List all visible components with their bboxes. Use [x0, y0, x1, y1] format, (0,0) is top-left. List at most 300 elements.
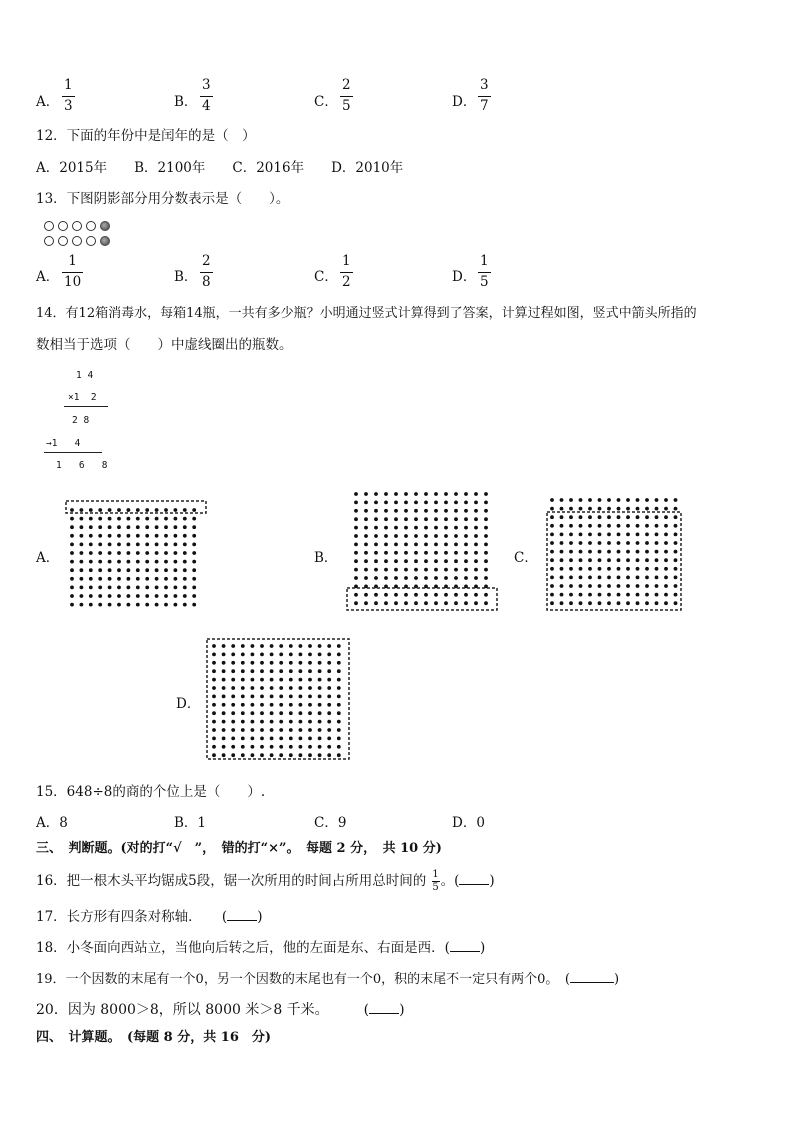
dot [318, 669, 322, 673]
dot [136, 551, 140, 555]
dot [617, 507, 621, 511]
dot [414, 601, 418, 605]
dot [579, 498, 583, 502]
dot [579, 584, 583, 588]
dot [98, 586, 102, 590]
dot [299, 661, 303, 665]
dot [454, 543, 458, 547]
dot [394, 517, 398, 521]
dot [664, 541, 668, 545]
dot [384, 568, 388, 572]
dot [655, 507, 659, 511]
dot [164, 508, 168, 512]
dot [645, 541, 649, 545]
dot [212, 720, 216, 724]
dot [394, 534, 398, 538]
dot [560, 558, 564, 562]
dot [127, 517, 131, 521]
dot [645, 533, 649, 537]
dot [645, 601, 649, 605]
dot [155, 525, 159, 529]
dot [617, 550, 621, 554]
dot [550, 584, 554, 588]
dot [183, 551, 187, 555]
dot [569, 533, 573, 537]
q11-option-a-letter: A． [36, 94, 60, 110]
dot [655, 576, 659, 580]
q16-answer-blank[interactable] [459, 884, 489, 885]
dot [299, 728, 303, 732]
q17-answer-blank[interactable] [227, 920, 257, 921]
q19-text: 19．一个因数的末尾有一个0，另一个因数的末尾也有一个0，积的末尾不一定只有两个0。 ( [36, 972, 570, 987]
dot [222, 745, 226, 749]
q19-answer-blank[interactable] [570, 982, 614, 983]
dot [117, 534, 121, 538]
dot [231, 644, 235, 648]
dot [655, 567, 659, 571]
dot [664, 533, 668, 537]
q11-option-b-fraction: 3 4 [202, 77, 211, 114]
dot [155, 577, 159, 581]
dot [212, 728, 216, 732]
dot [127, 508, 131, 512]
dot [117, 568, 121, 572]
dot [108, 603, 112, 607]
dot [560, 524, 564, 528]
dot [289, 653, 293, 657]
dot [394, 543, 398, 547]
dot [626, 567, 630, 571]
dot [337, 711, 341, 715]
dot [354, 526, 358, 530]
dot [337, 753, 341, 757]
dot [289, 728, 293, 732]
dot [394, 501, 398, 505]
dot [626, 515, 630, 519]
dot [626, 584, 630, 588]
dot [127, 534, 131, 538]
dot [579, 550, 583, 554]
dot [192, 508, 196, 512]
q13-stem: 13．下图阴影部分用分数表示是（ ）。 [36, 191, 290, 207]
dot [607, 507, 611, 511]
dot [674, 498, 678, 502]
dot [424, 601, 428, 605]
dot [454, 526, 458, 530]
dot [464, 543, 468, 547]
dot [231, 695, 235, 699]
vertical-row: ×1 2 [68, 392, 97, 403]
dot [212, 644, 216, 648]
dot [384, 517, 388, 521]
dot [607, 558, 611, 562]
dot [464, 534, 468, 538]
dot [674, 507, 678, 511]
dot [174, 525, 178, 529]
dot [183, 534, 187, 538]
dot [384, 601, 388, 605]
dot [318, 737, 322, 741]
dot [434, 534, 438, 538]
dot [155, 517, 159, 521]
dot [444, 509, 448, 513]
dot [183, 560, 187, 564]
dot [145, 534, 149, 538]
dot [241, 728, 245, 732]
dot [222, 720, 226, 724]
dot [308, 737, 312, 741]
dot [374, 534, 378, 538]
dot [117, 594, 121, 598]
dot [222, 728, 226, 732]
dot [617, 533, 621, 537]
dot [241, 686, 245, 690]
dot [579, 507, 583, 511]
q16-text: 16．把一根木头平均锯成5段，锯一次所用的时间占所用总时间的 [36, 873, 427, 889]
dot [183, 543, 187, 547]
dot [89, 586, 93, 590]
dot [212, 753, 216, 757]
dot [164, 568, 168, 572]
dot [89, 577, 93, 581]
dot [327, 661, 331, 665]
dot [192, 517, 196, 521]
dot [579, 601, 583, 605]
dot [270, 653, 274, 657]
q17-line [36, 905, 262, 925]
dot [308, 703, 312, 707]
q16-open-paren: 。( [440, 873, 460, 889]
dot [260, 728, 264, 732]
option-value: 8 [59, 815, 68, 831]
dot [279, 745, 283, 749]
dot [308, 686, 312, 690]
dot [155, 508, 159, 512]
dot [251, 669, 255, 673]
dot [299, 737, 303, 741]
option-letter: C． [314, 815, 338, 831]
dot [474, 534, 478, 538]
dot [394, 551, 398, 555]
dot [569, 558, 573, 562]
dot [127, 586, 131, 590]
dot [588, 567, 592, 571]
shaded-circle [100, 221, 110, 231]
dot [70, 508, 74, 512]
q14-option-a-label: A． [36, 550, 60, 566]
dot [484, 576, 488, 580]
dot [636, 515, 640, 519]
dot [655, 515, 659, 519]
dot [98, 543, 102, 547]
dot [607, 524, 611, 528]
dot [645, 498, 649, 502]
q12-stem: 12．下面的年份中是闰年的是（ ） [36, 128, 256, 144]
dot [655, 498, 659, 502]
circle [72, 221, 82, 231]
dot [444, 559, 448, 563]
vertical-rule [64, 406, 108, 407]
dot [374, 601, 378, 605]
q11-option-d-letter: D． [452, 94, 477, 110]
dot [655, 593, 659, 597]
dot [434, 551, 438, 555]
dot [664, 507, 668, 511]
dot [241, 669, 245, 673]
q18-close-paren: ) [479, 940, 486, 956]
dot [414, 534, 418, 538]
dot [617, 567, 621, 571]
circle [58, 221, 68, 231]
dot [117, 517, 121, 521]
dot [98, 577, 102, 581]
dot [241, 678, 245, 682]
dot [308, 653, 312, 657]
dot [626, 601, 630, 605]
dot [674, 515, 678, 519]
q20-answer-blank[interactable] [369, 1013, 399, 1014]
dot [354, 601, 358, 605]
dot [251, 695, 255, 699]
dot [308, 678, 312, 682]
q14-option-d-label: D． [176, 696, 201, 712]
dot [279, 728, 283, 732]
dot [674, 576, 678, 580]
dot [664, 524, 668, 528]
q15-option-a [36, 811, 68, 831]
dot [136, 534, 140, 538]
dot [454, 517, 458, 521]
dot [664, 567, 668, 571]
dot [337, 695, 341, 699]
dot [364, 568, 368, 572]
dot [145, 525, 149, 529]
dot [474, 517, 478, 521]
dot [444, 501, 448, 505]
dot [474, 501, 478, 505]
dot [444, 534, 448, 538]
dot [579, 541, 583, 545]
dot [270, 703, 274, 707]
dot [464, 576, 468, 580]
dot [374, 551, 378, 555]
dot [192, 525, 196, 529]
dot [550, 498, 554, 502]
vertical-row: 1 4 [76, 370, 94, 381]
dot [588, 601, 592, 605]
dot [607, 593, 611, 597]
dot [414, 551, 418, 555]
dot [70, 594, 74, 598]
dot [117, 586, 121, 590]
dot [108, 560, 112, 564]
dot [145, 543, 149, 547]
q13-option-d-letter: D． [452, 269, 477, 285]
dot [174, 508, 178, 512]
dot [424, 501, 428, 505]
dot [318, 661, 322, 665]
dot [337, 653, 341, 657]
dot [98, 603, 102, 607]
dot [636, 567, 640, 571]
q14-option-b-label: B． [314, 550, 338, 566]
dot [136, 517, 140, 521]
dot [127, 603, 131, 607]
dot [308, 720, 312, 724]
q20-line [36, 999, 405, 1019]
vertical-row-arrow: →1 4 [46, 438, 81, 449]
dot [183, 517, 187, 521]
dot [136, 577, 140, 581]
dot [337, 661, 341, 665]
dot [588, 584, 592, 588]
dot [145, 603, 149, 607]
dot [414, 543, 418, 547]
dot [607, 533, 611, 537]
dot [598, 567, 602, 571]
dot [183, 508, 187, 512]
dot [80, 586, 84, 590]
dot [454, 501, 458, 505]
dot [318, 745, 322, 749]
dot [127, 551, 131, 555]
dot [617, 584, 621, 588]
dot [414, 576, 418, 580]
dot [626, 507, 630, 511]
dot [617, 558, 621, 562]
dot [424, 551, 428, 555]
dot [251, 678, 255, 682]
dot [636, 541, 640, 545]
dot [484, 568, 488, 572]
dot [454, 576, 458, 580]
dot [318, 753, 322, 757]
circle [86, 221, 96, 231]
dot [89, 603, 93, 607]
dot [598, 576, 602, 580]
option-value: 9 [337, 815, 347, 831]
dot [117, 577, 121, 581]
dot [183, 568, 187, 572]
dot [588, 550, 592, 554]
dot [394, 576, 398, 580]
q13-option-d-fraction: 1 5 [480, 253, 489, 290]
dot [98, 594, 102, 598]
dot [454, 534, 458, 538]
q20-text: 20．因为 8000＞8，所以 8000 米＞8 千米。 ( [36, 1002, 370, 1018]
dot [289, 711, 293, 715]
dot [444, 576, 448, 580]
dot [434, 517, 438, 521]
dot [289, 753, 293, 757]
dot [164, 525, 168, 529]
dot [394, 601, 398, 605]
section-3-title: 三、 判断题。(对的打“√ ”， 错的打“×”。 每题 2 分， 共 10 分) [36, 841, 442, 856]
dot [579, 524, 583, 528]
dot [560, 507, 564, 511]
dot [674, 541, 678, 545]
q11-option-b-letter: B． [174, 94, 198, 110]
dot [136, 508, 140, 512]
dot [674, 524, 678, 528]
q19-line [36, 968, 619, 987]
dot [289, 695, 293, 699]
dot [444, 551, 448, 555]
dot [270, 753, 274, 757]
dot [655, 533, 659, 537]
dot [464, 551, 468, 555]
dot [664, 515, 668, 519]
dot [136, 543, 140, 547]
dot [434, 492, 438, 496]
dot [327, 753, 331, 757]
dot [404, 601, 408, 605]
dot [117, 551, 121, 555]
vertical-row: 2 8 [72, 415, 90, 426]
dot [569, 576, 573, 580]
dot [279, 686, 283, 690]
q14-option-c-dot-grid [544, 494, 686, 614]
dot [289, 745, 293, 749]
dot [645, 567, 649, 571]
q16-line [36, 869, 495, 893]
dot [222, 737, 226, 741]
dot [560, 541, 564, 545]
dot [117, 543, 121, 547]
dot [464, 526, 468, 530]
dot [464, 601, 468, 605]
dot [222, 669, 226, 673]
dot [251, 711, 255, 715]
dot [80, 525, 84, 529]
dot [98, 517, 102, 521]
q18-answer-blank[interactable] [450, 951, 480, 952]
dot [636, 507, 640, 511]
dot [464, 517, 468, 521]
dot [222, 678, 226, 682]
dot [607, 601, 611, 605]
fraction-denominator: 5 [432, 882, 439, 893]
dot [145, 508, 149, 512]
fraction-numerator: 1 [432, 869, 439, 880]
dot [434, 568, 438, 572]
dot [318, 703, 322, 707]
dot [579, 593, 583, 597]
dot [384, 501, 388, 505]
dot [155, 603, 159, 607]
q14-stem-line1: 14．有12箱消毒水，每箱14瓶，一共有多少瓶？小明通过竖式计算得到了答案，计算过程如图，竖式中箭头所指的 [36, 306, 697, 321]
dot [241, 711, 245, 715]
dot [279, 678, 283, 682]
dot [674, 533, 678, 537]
dot [664, 498, 668, 502]
dot [645, 550, 649, 554]
q11-option-d-fraction: 3 7 [480, 77, 489, 114]
dot [127, 594, 131, 598]
dot [174, 586, 178, 590]
dot [607, 584, 611, 588]
dot [354, 593, 358, 597]
dot [655, 584, 659, 588]
dot [231, 686, 235, 690]
dot [617, 601, 621, 605]
circle [44, 236, 54, 246]
dot [318, 695, 322, 699]
dot [598, 601, 602, 605]
dot [279, 737, 283, 741]
dot [231, 720, 235, 724]
dot [364, 526, 368, 530]
